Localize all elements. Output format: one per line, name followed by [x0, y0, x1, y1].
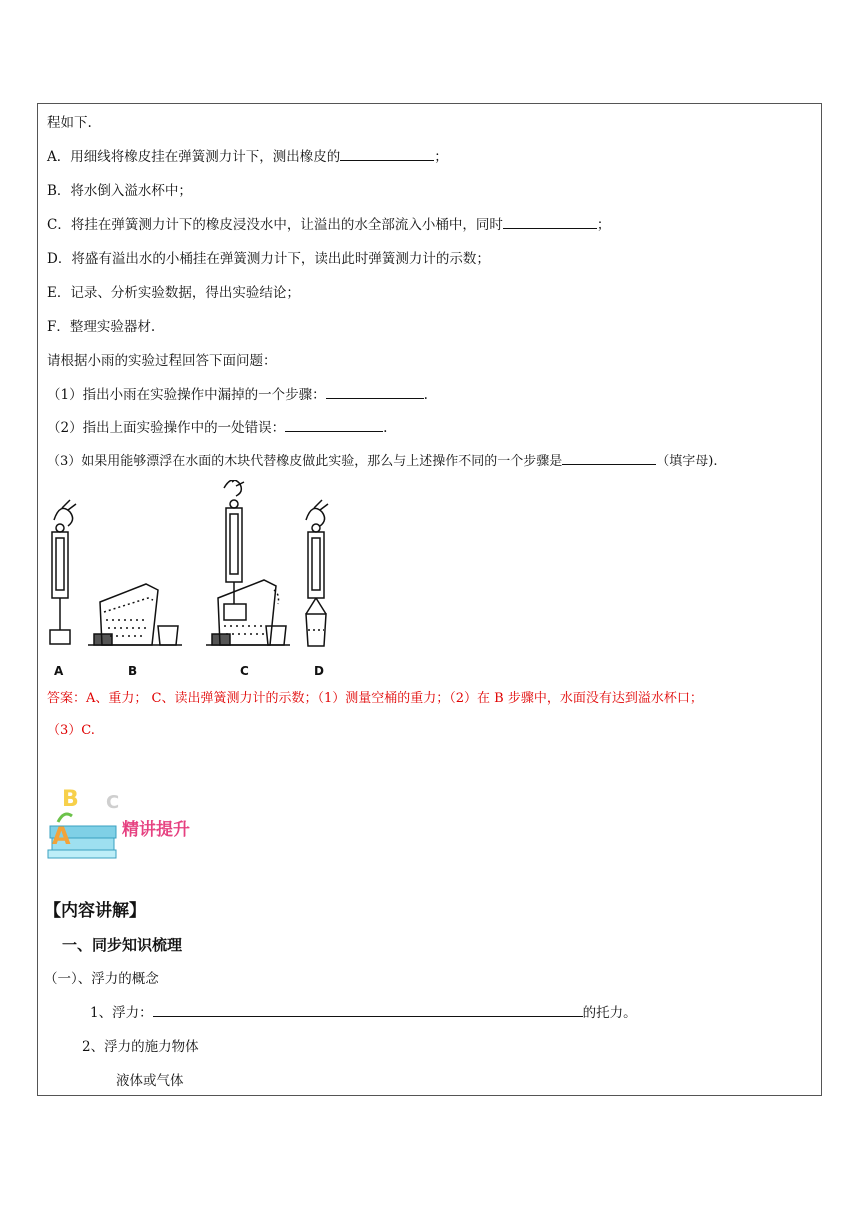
figure-c-submerged	[206, 480, 290, 645]
question-3-suffix: （填字母).	[656, 454, 718, 469]
step-a-suffix: ；	[434, 149, 448, 165]
step-a-text: A．用细线将橡皮挂在弹簧测力计下，测出橡皮的	[47, 149, 341, 165]
item-2-answer: 液体或气体	[116, 1073, 184, 1089]
question-3-blank[interactable]	[562, 452, 656, 465]
experiment-figure	[44, 480, 344, 680]
svg-text:A: A	[52, 822, 71, 850]
answer-line-2: （3）C.	[47, 723, 95, 738]
figure-label-d: D	[314, 664, 324, 678]
step-c-suffix: ；	[596, 217, 611, 233]
step-b: B．将水倒入溢水杯中；	[47, 183, 192, 199]
step-a-blank[interactable]	[340, 148, 434, 161]
item-1-suffix: 的托力。	[582, 1005, 637, 1021]
questions-prompt: 请根据小雨的实验过程回答下面问题：	[47, 353, 277, 369]
step-d: D．将盛有溢出水的小桶挂在弹簧测力计下，读出此时弹簧测力计的示数；	[47, 251, 490, 267]
figure-label-c: C	[240, 664, 249, 678]
svg-text:C: C	[106, 792, 120, 813]
svg-text:B: B	[62, 787, 79, 812]
question-2-blank[interactable]	[285, 419, 383, 432]
question-2-text: （2）指出上面实验操作中的一处错误：	[47, 420, 286, 436]
figure-label-b: B	[128, 664, 138, 678]
figure-label-a: A	[54, 664, 64, 678]
question-2-suffix: .	[383, 420, 388, 436]
step-a	[47, 148, 448, 166]
question-1	[47, 386, 428, 404]
sub-title: 一、同步知识梳理	[62, 936, 183, 954]
intro-text: 程如下.	[47, 115, 92, 131]
concept-heading: （一）、浮力的概念	[44, 971, 159, 987]
item-1-blank[interactable]	[153, 1004, 583, 1017]
figure-a-spring-scale	[50, 500, 76, 644]
figure-b-overflow-cup	[88, 584, 182, 645]
step-e: E．记录、分析实验数据，得出实验结论；	[47, 285, 300, 301]
question-1-blank[interactable]	[326, 386, 424, 399]
question-3-text: （3）如果用能够漂浮在水面的木块代替橡皮做此实验，那么与上述操作不同的一个步骤是	[47, 454, 563, 469]
item-2: 2、浮力的施力物体	[82, 1039, 199, 1055]
step-c-text: C．将挂在弹簧测力计下的橡皮浸没水中，让溢出的水全部流入小桶中，同时	[47, 217, 503, 233]
step-c-blank[interactable]	[503, 216, 597, 229]
question-1-suffix: .	[423, 387, 428, 403]
banner-title: 精讲提升	[122, 820, 190, 840]
question-2	[47, 419, 387, 437]
step-f: F．整理实验器材.	[47, 319, 156, 335]
answer-line-1: 答案：A、重力； C、读出弹簧测力计的示数；（1）测量空桶的重力；（2）在 B 步骤中，水面没有达到溢水杯口；	[47, 691, 703, 706]
figure-d-bucket	[306, 500, 328, 646]
question-1-text: （1）指出小雨在实验操作中漏掉的一个步骤：	[47, 387, 326, 403]
step-c	[47, 216, 610, 234]
item-1-text: 1、浮力：	[90, 1005, 153, 1021]
question-3	[47, 452, 718, 471]
item-1	[90, 1004, 637, 1022]
section-title: 【内容讲解】	[44, 901, 146, 921]
